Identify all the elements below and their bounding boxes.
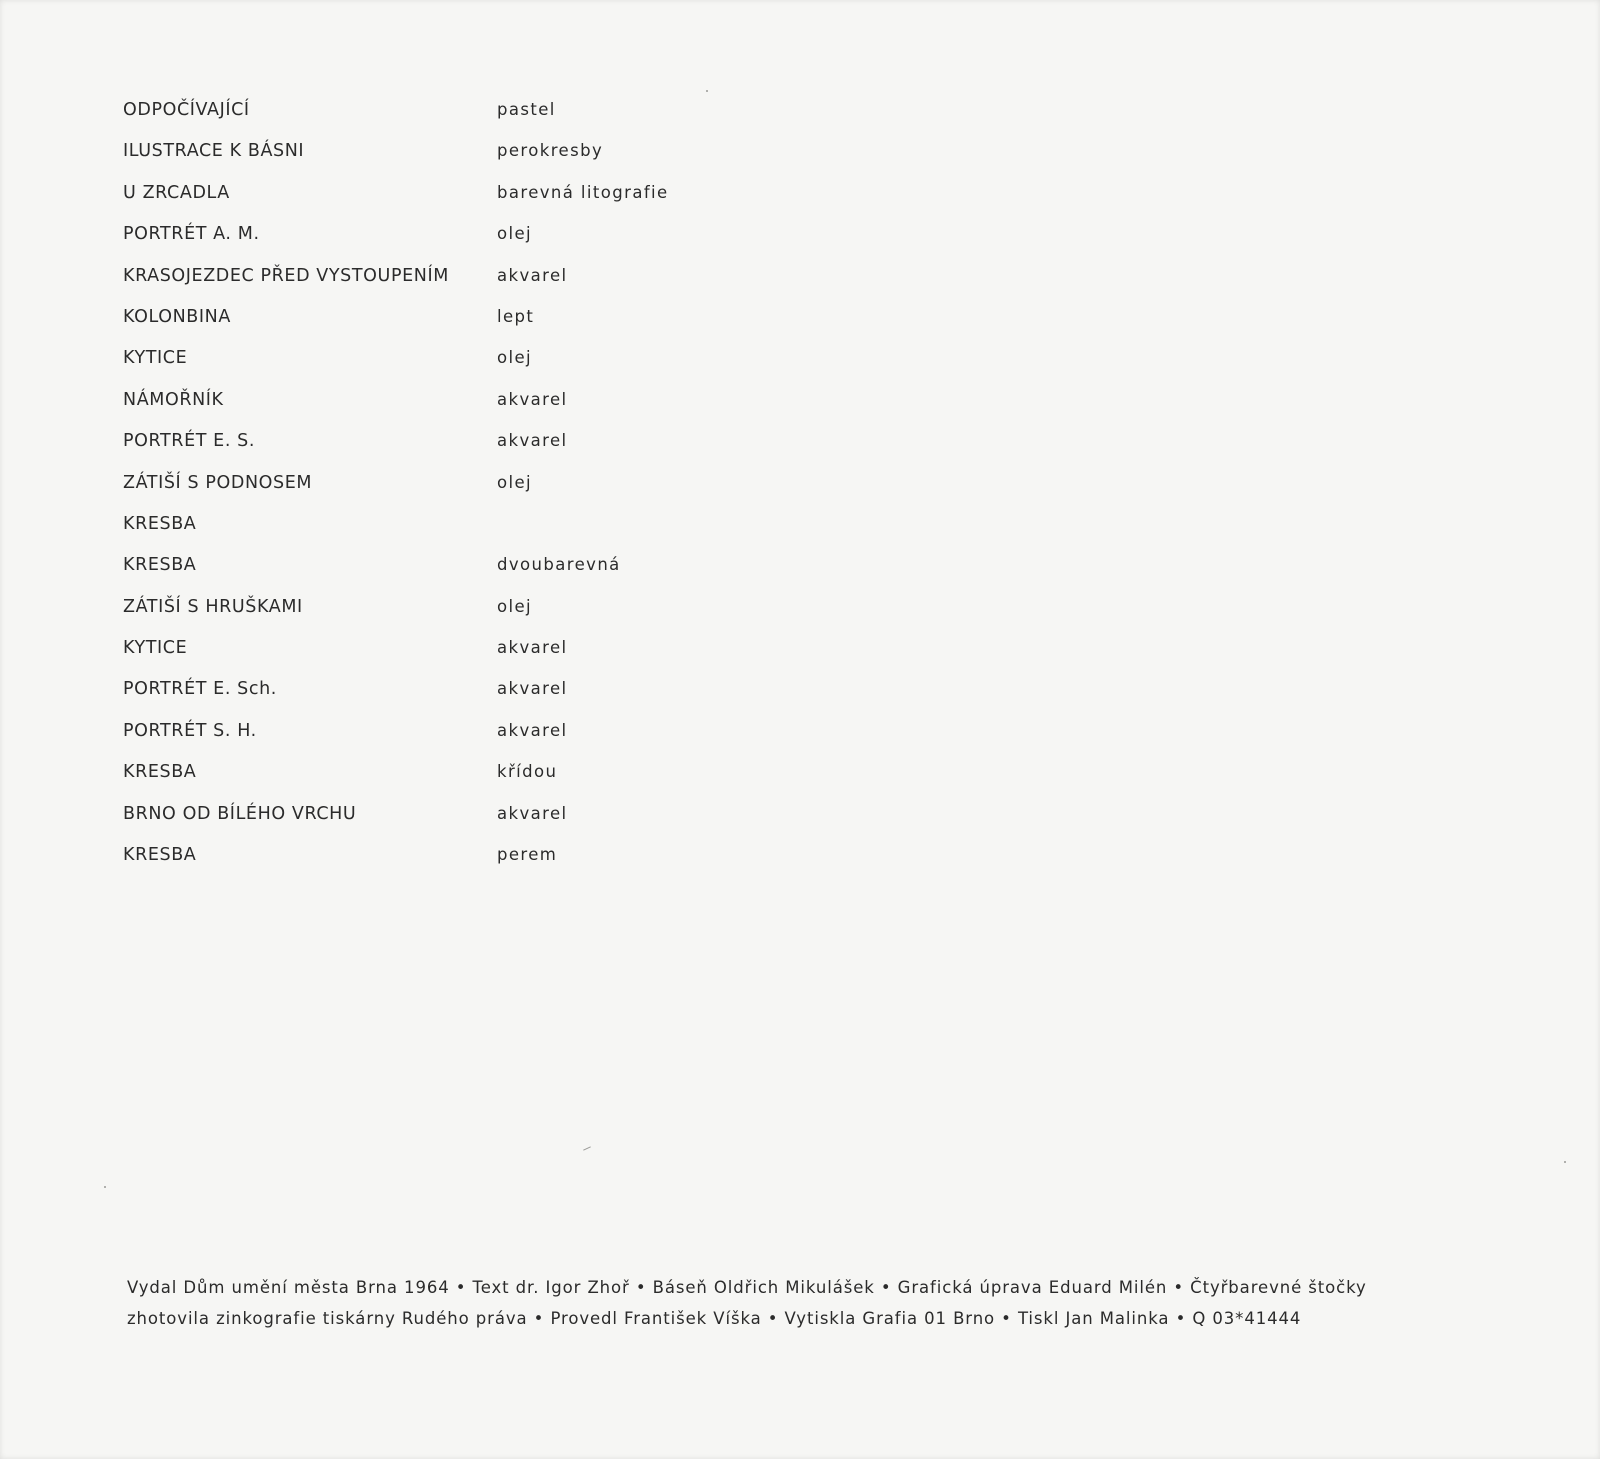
colophon-line: zhotovila zinkografie tiskárny Rudého práva • Provedl František Víška • Vytiskla Grafia 01 Brno • Tiskl Jan Malinka • Q 03*41444 (127, 1309, 1302, 1328)
work-title: KRESBA (123, 762, 197, 783)
work-title: PORTRÉT S. H. (123, 720, 257, 741)
work-title: PORTRÉT A. M. (123, 224, 260, 245)
work-technique: perem (497, 845, 558, 865)
work-title: KRESBA (123, 513, 197, 534)
work-title: ODPOČÍVAJÍCÍ (123, 100, 250, 120)
work-title: KYTICE (123, 638, 188, 659)
work-title: U ZRCADLA (123, 182, 230, 203)
work-technique: lept (497, 306, 535, 326)
list-item (123, 804, 743, 845)
list-item (123, 431, 743, 472)
work-technique: akvarel (497, 265, 568, 285)
paper-speck (583, 1146, 591, 1150)
work-technique: perokresby (497, 141, 604, 161)
work-technique: křídou (497, 762, 558, 782)
list-item (123, 224, 743, 265)
paper-speck (706, 90, 708, 92)
list-item (123, 307, 743, 348)
list-item (123, 597, 743, 638)
work-technique: dvoubarevná (497, 555, 621, 575)
work-technique: akvarel (497, 679, 568, 699)
work-title: PORTRÉT E. Sch. (123, 679, 277, 700)
list-item (123, 679, 743, 720)
list-item (123, 473, 743, 514)
list-item (123, 100, 743, 141)
works-list (123, 100, 743, 886)
paper-speck (1564, 1161, 1566, 1163)
list-item (123, 141, 743, 182)
list-item (123, 721, 743, 762)
work-technique: akvarel (497, 720, 568, 740)
work-title: KYTICE (123, 348, 188, 369)
paper-speck (104, 1186, 106, 1188)
work-technique: olej (497, 596, 533, 616)
work-technique: olej (497, 224, 533, 244)
colophon-line: Vydal Dům umění města Brna 1964 • Text dr. Igor Zhoř • Báseň Oldřich Mikulášek • Grafická úprava Eduard Milén • Čtyřbarevné štočky (127, 1278, 1367, 1297)
list-item (123, 266, 743, 307)
work-title: PORTRÉT E. S. (123, 431, 256, 452)
colophon (127, 1272, 1427, 1334)
list-item (123, 390, 743, 431)
list-item (123, 638, 743, 679)
work-technique: olej (497, 348, 533, 368)
work-technique: barevná litografie (497, 182, 669, 202)
work-technique: olej (497, 472, 533, 492)
list-item (123, 514, 743, 555)
work-title: KOLONBINA (123, 306, 231, 327)
list-item (123, 348, 743, 389)
list-item (123, 183, 743, 224)
work-title: NÁMOŘNÍK (123, 389, 224, 410)
work-title: ILUSTRACE K BÁSNI (123, 141, 305, 162)
work-title: ZÁTIŠÍ S PODNOSEM (123, 472, 313, 493)
list-item (123, 762, 743, 803)
list-item (123, 555, 743, 596)
work-technique: akvarel (497, 389, 568, 409)
work-title: ZÁTIŠÍ S HRUŠKAMI (123, 596, 303, 617)
work-title: BRNO OD BÍLÉHO VRCHU (123, 803, 357, 824)
work-technique: akvarel (497, 638, 568, 658)
list-item (123, 845, 743, 886)
work-title: KRASOJEZDEC PŘED VYSTOUPENÍM (123, 265, 449, 286)
work-technique: akvarel (497, 803, 568, 823)
work-technique: akvarel (497, 431, 568, 451)
work-technique: pastel (497, 100, 556, 119)
work-title: KRESBA (123, 555, 197, 576)
work-title: KRESBA (123, 845, 197, 866)
